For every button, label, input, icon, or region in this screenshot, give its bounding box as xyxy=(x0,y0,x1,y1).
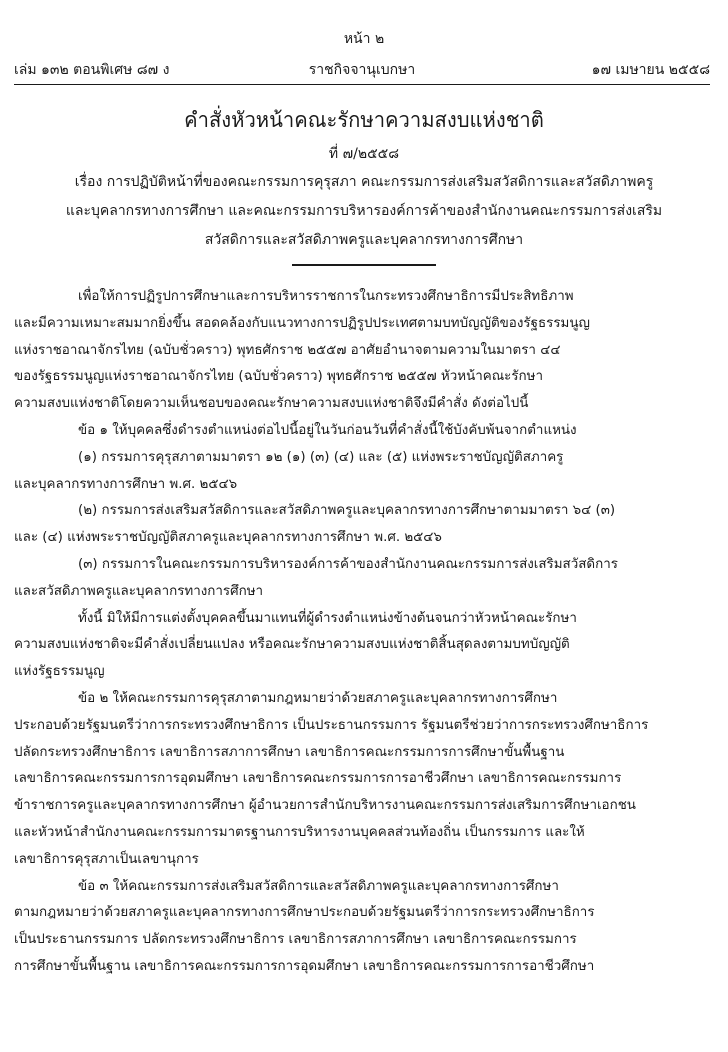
title-divider xyxy=(292,264,436,266)
body-line xyxy=(14,740,710,767)
subject-line xyxy=(18,226,710,255)
body-line-text: ทั้งนี้ มิให้มีการแต่งตั้งบุคคลขึ้นมาแทนที่ผู้ดำรงตำแหน่งข้างต้นจนกว่าหัวหน้าคณะรักษา xyxy=(78,610,577,626)
gazette-name: ราชกิจจานุเบกษา xyxy=(308,62,416,78)
body-line xyxy=(14,927,710,954)
body-line xyxy=(14,338,710,365)
body-line xyxy=(14,552,710,579)
body-line-text: และ (๔) แห่งพระราชบัญญัติสภาครูและบุคลากรทางการศึกษา พ.ศ. ๒๕๔๖ xyxy=(14,530,442,546)
page-number: หน้า ๒ xyxy=(343,31,385,47)
body-line-text: และสวัสดิภาพครูและบุคลากรทางการศึกษา xyxy=(14,583,264,599)
body-line xyxy=(14,606,710,633)
body-line-text: (๒) กรรมการส่งเสริมสวัสดิการและสวัสดิภาพครูและบุคลากรทางการศึกษาตามมาตรา ๖๔ (๓) xyxy=(78,503,616,519)
body-line xyxy=(14,472,710,499)
body-line xyxy=(14,525,710,552)
body-line xyxy=(14,498,710,525)
body-line-text: เลขาธิการคุรุสภาเป็นเลขานุการ xyxy=(14,851,199,867)
body-line xyxy=(14,579,710,606)
body-line xyxy=(14,284,710,311)
publish-date: ๑๗ เมษายน ๒๕๕๘ xyxy=(591,62,710,78)
gazette-header xyxy=(14,60,710,80)
body-line-text: และมีความเหมาะสมมากยิ่งขึ้น สอดคล้องกับแนวทางการปฏิรูปประเทศตามบทบัญญัติของรัฐธรรมนูญ xyxy=(14,315,590,331)
body-line-text: ข้อ ๑ ให้บุคคลซึ่งดำรงตำแหน่งต่อไปนี้อยู่ในวันก่อนวันที่คำสั่งนี้ใช้บังคับพ้นจากตำแหน่ง xyxy=(78,422,577,438)
subject-line xyxy=(18,168,710,197)
body-line-text: เลขาธิการคณะกรรมการการอุดมศึกษา เลขาธิการคณะกรรมการการอาชีวศึกษา เลขาธิการคณะกรรมการ xyxy=(14,771,622,787)
body-line-text: ข้อ ๓ ให้คณะกรรมการส่งเสริมสวัสดิการและสวัสดิภาพครูและบุคลากรทางการศึกษา xyxy=(78,878,559,894)
body-line-text: ความสงบแห่งชาติจะมีคำสั่งเปลี่ยนแปลง หรือคณะรักษาความสงบแห่งชาติสิ้นสุดลงตามบทบัญญัติ xyxy=(14,637,570,653)
body-line xyxy=(14,874,710,901)
body-line xyxy=(14,311,710,338)
order-number: ที่ ๗/๒๕๕๘ xyxy=(328,146,400,162)
body-line-text: การศึกษาขั้นพื้นฐาน เลขาธิการคณะกรรมการการอุดมศึกษา เลขาธิการคณะกรรมการการอาชีวศึกษา xyxy=(14,958,595,974)
body-line-text: ประกอบด้วยรัฐมนตรีว่าการกระทรวงศึกษาธิการ เป็นประธานกรรมการ รัฐมนตรีช่วยว่าการกระทรวงศึกษาธิการ xyxy=(14,717,649,733)
body-line xyxy=(14,713,710,740)
order-body xyxy=(14,284,710,981)
body-line xyxy=(14,418,710,445)
body-line-text: (๑) กรรมการคุรุสภาตามมาตรา ๑๒ (๑) (๓) (๔) และ (๕) แห่งพระราชบัญญัติสภาครู xyxy=(78,449,564,465)
order-subject xyxy=(18,168,710,255)
body-line xyxy=(14,820,710,847)
body-line-text: (๓) กรรมการในคณะกรรมการบริหารองค์การค้าของสำนักงานคณะกรรมการส่งเสริมสวัสดิการ xyxy=(78,556,618,572)
body-line xyxy=(14,793,710,820)
volume-issue: เล่ม ๑๓๒ ตอนพิเศษ ๘๗ ง xyxy=(14,62,170,78)
body-line-text: เพื่อให้การปฏิรูปการศึกษาและการบริหารราชการในกระทรวงศึกษาธิการมีประสิทธิภาพ xyxy=(78,289,574,304)
body-line-text: ข้าราชการครูและบุคลากรทางการศึกษา ผู้อำนวยการสำนักบริหารงานคณะกรรมการส่งเสริมการศึกษาเอกชน xyxy=(14,798,636,814)
subject-line xyxy=(18,197,710,226)
body-line-text: เป็นประธานกรรมการ ปลัดกระทรวงศึกษาธิการ เลขาธิการสภาการศึกษา เลขาธิการคณะกรรมการ xyxy=(14,932,577,948)
subject-line-text: และบุคลากรทางการศึกษา และคณะกรรมการบริหารองค์การค้าของสำนักงานคณะกรรมการส่งเสริม xyxy=(65,203,663,219)
header-rule xyxy=(14,84,710,85)
body-line-text: ตามกฎหมายว่าด้วยสภาครูและบุคลากรทางการศึกษาประกอบด้วยรัฐมนตรีว่าการกระทรวงศึกษาธิการ xyxy=(14,905,595,921)
body-line-text: และบุคลากรทางการศึกษา พ.ศ. ๒๕๔๖ xyxy=(14,476,238,492)
body-line xyxy=(14,900,710,927)
body-line-text: และหัวหน้าสำนักงานคณะกรรมการมาตรฐานการบริหารงานบุคคลส่วนท้องถิ่น เป็นกรรมการ และให้ xyxy=(14,824,585,840)
body-line xyxy=(14,632,710,659)
body-line xyxy=(14,686,710,713)
body-line xyxy=(14,847,710,874)
body-line-text: ปลัดกระทรวงศึกษาธิการ เลขาธิการสภาการศึกษา เลขาธิการคณะกรรมการการศึกษาขั้นพื้นฐาน xyxy=(14,744,565,760)
body-line-text: ความสงบแห่งชาติโดยความเห็นชอบของคณะรักษาความสงบแห่งชาติจึงมีคำสั่ง ดังต่อไปนี้ xyxy=(14,396,529,412)
body-line-text: แห่งราชอาณาจักรไทย (ฉบับชั่วคราว) พุทธศักราช ๒๕๕๗ อาศัยอำนาจตามความในมาตรา ๔๔ xyxy=(14,342,561,358)
body-line xyxy=(14,364,710,391)
body-line xyxy=(14,445,710,472)
body-line xyxy=(14,391,710,418)
body-line-text: ของรัฐธรรมนูญแห่งราชอาณาจักรไทย (ฉบับชั่วคราว) พุทธศักราช ๒๕๕๗ หัวหน้าคณะรักษา xyxy=(14,369,543,385)
order-title: คำสั่งหัวหน้าคณะรักษาความสงบแห่งชาติ xyxy=(184,108,544,132)
body-line xyxy=(14,766,710,793)
body-line-text: แห่งรัฐธรรมนูญ xyxy=(14,664,105,680)
subject-line-text: สวัสดิการและสวัสดิภาพครูและบุคลากรทางการศึกษา xyxy=(204,232,524,248)
body-line xyxy=(14,954,710,981)
body-line xyxy=(14,659,710,686)
subject-line-text: เรื่อง การปฏิบัติหน้าที่ของคณะกรรมการคุรุสภา คณะกรรมการส่งเสริมสวัสดิการและสวัสดิภาพครู xyxy=(74,174,654,190)
body-line-text: ข้อ ๒ ให้คณะกรรมการคุรุสภาตามกฎหมายว่าด้วยสภาครูและบุคลากรทางการศึกษา xyxy=(78,690,558,706)
